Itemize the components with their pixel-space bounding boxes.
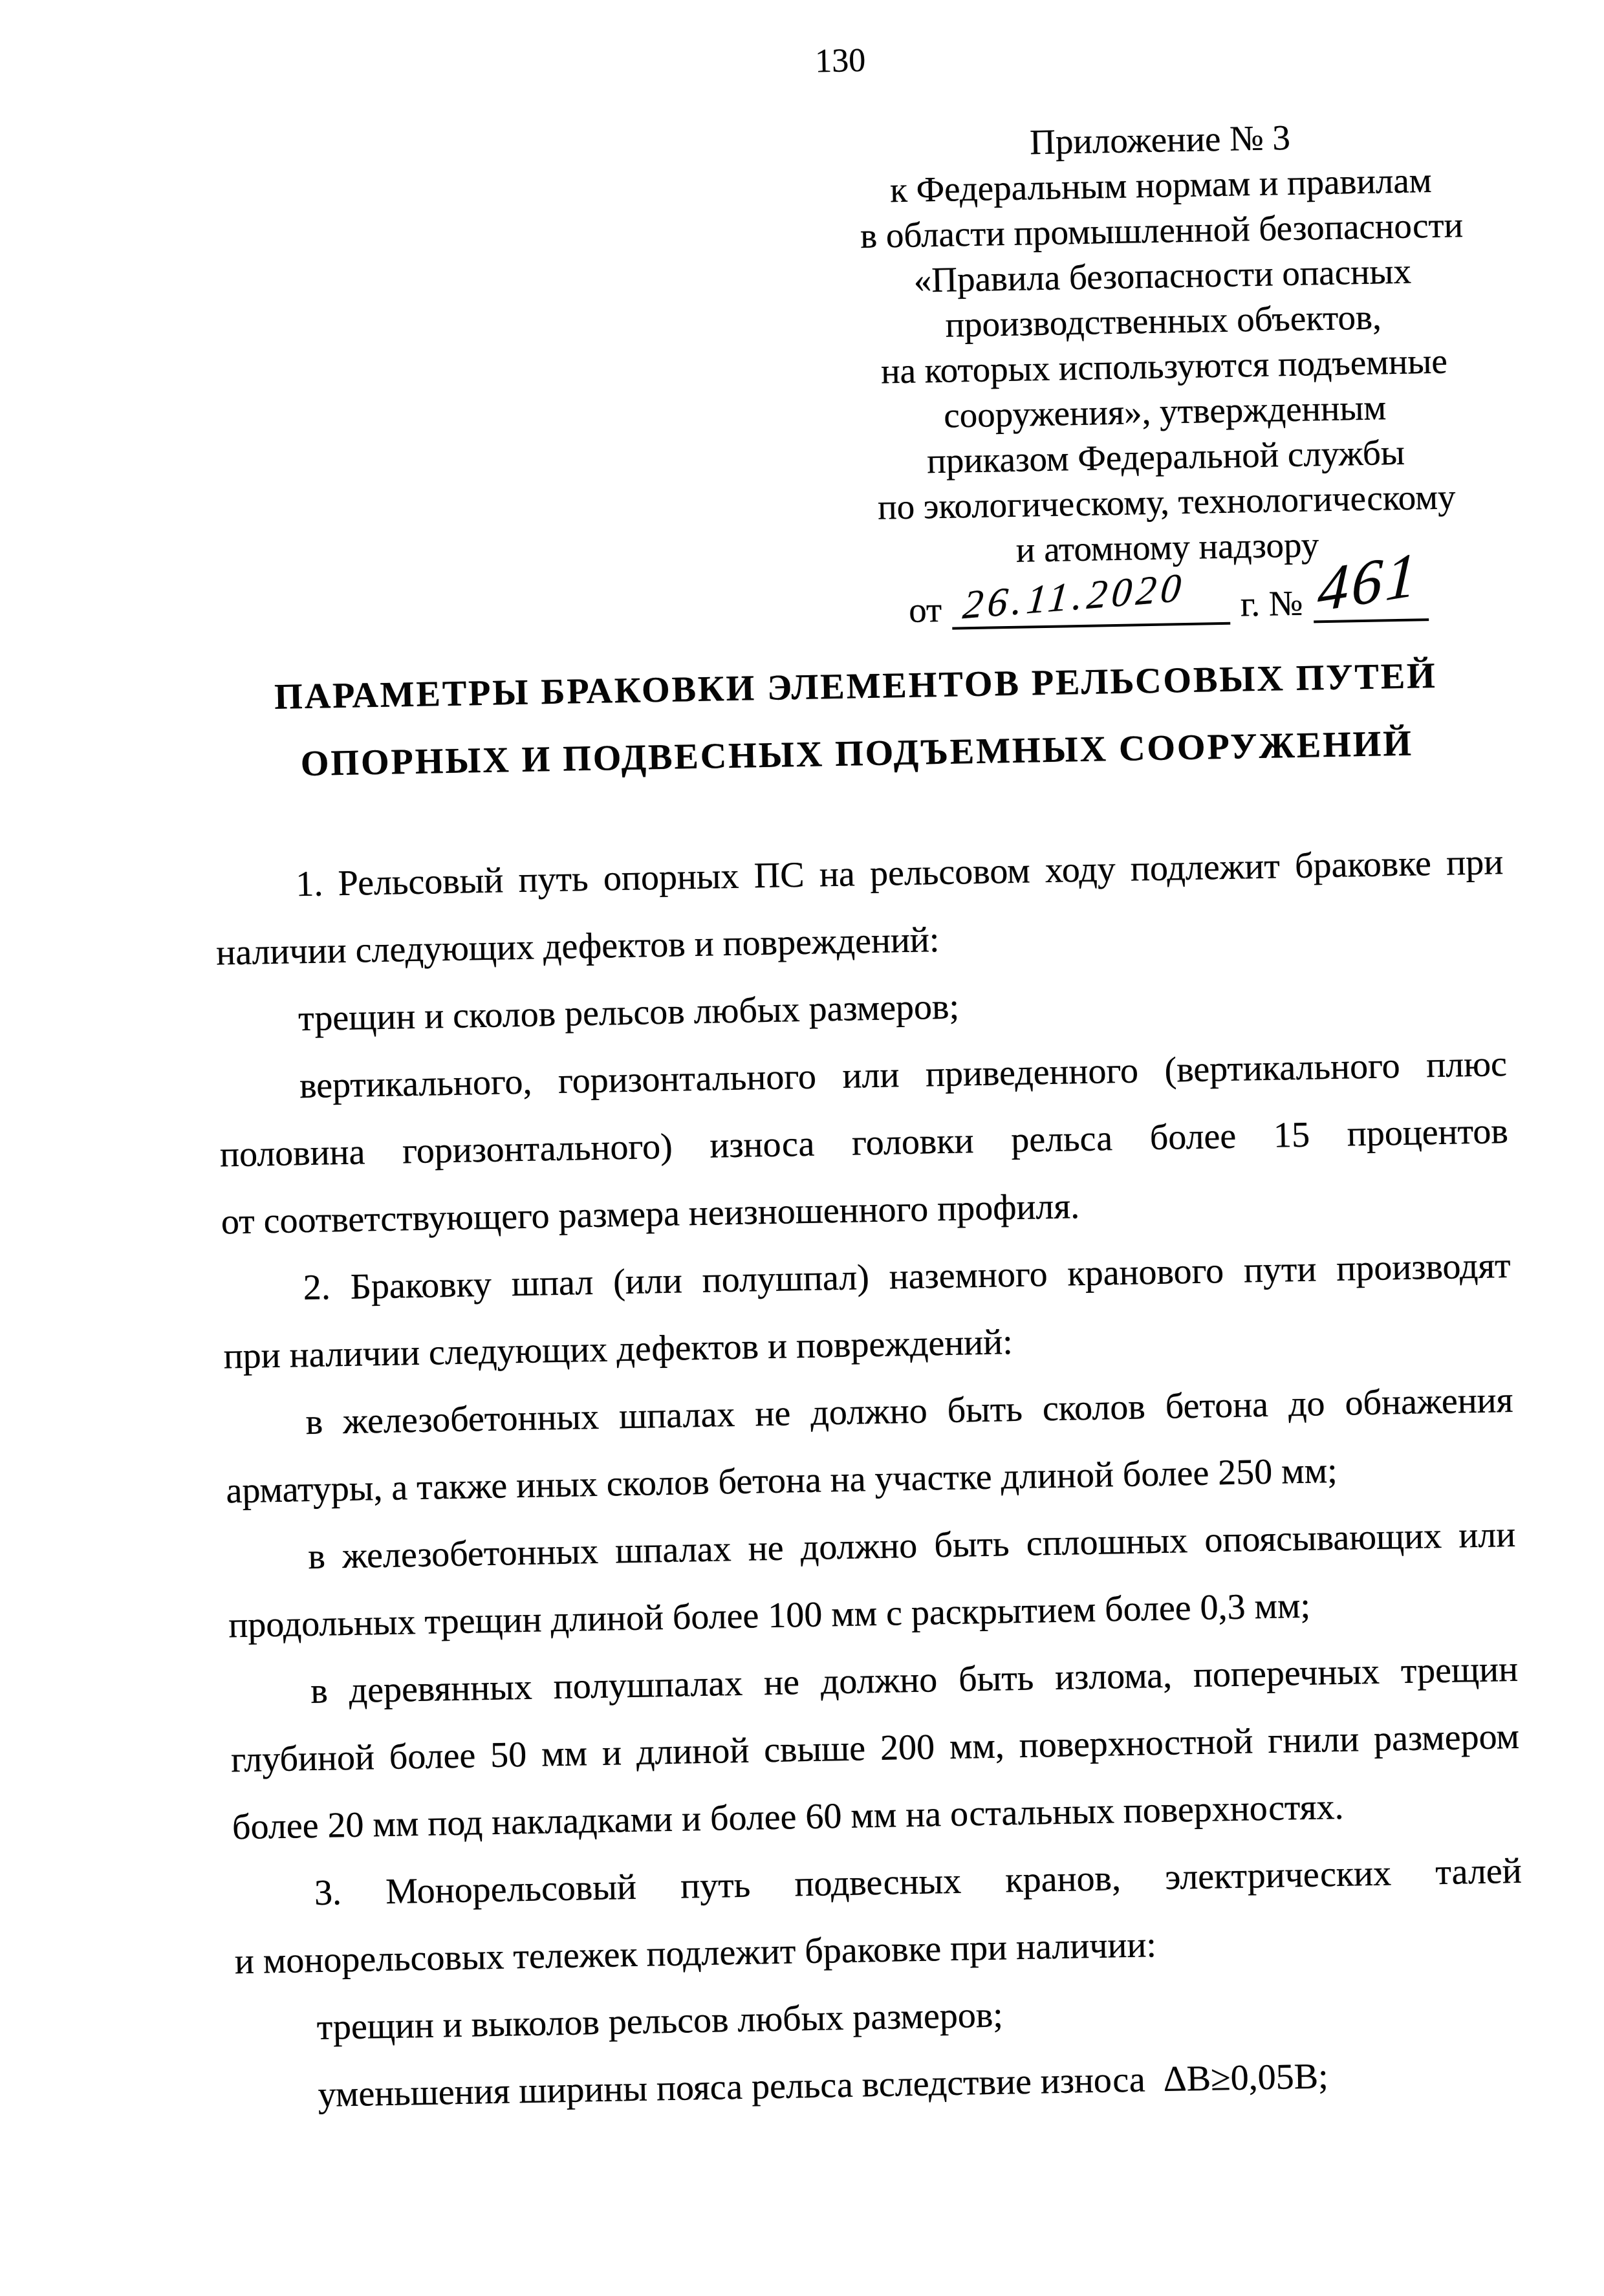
appendix-header-block xyxy=(788,111,1541,633)
body-line: при наличии следующих дефектов и повреждений: xyxy=(223,1322,1013,1377)
body-line: наличии следующих дефектов и повреждений: xyxy=(215,920,940,973)
body-line: продольных трещин длиной более 100 мм с раскрытием более 0,3 мм; xyxy=(228,1585,1311,1646)
body-line: 3. Монорельсовый путь подвесных кранов, электрических талей xyxy=(314,1850,1523,1914)
body-line: 2. Браковку шпал (или полушпал) наземного кранового пути производят xyxy=(303,1245,1512,1308)
body-line: и монорельсовых тележек подлежит браковке при наличии: xyxy=(234,1925,1157,1982)
title-line: ОПОРНЫХ И ПОДВЕСНЫХ ПОДЪЕМНЫХ СООРУЖЕНИЙ xyxy=(300,723,1414,785)
header-line: по экологическому, технологическому xyxy=(877,477,1456,527)
date-prefix-label: от xyxy=(908,589,942,630)
date-underline xyxy=(951,565,1230,630)
header-line: производственных объектов, xyxy=(945,297,1382,345)
body-line: от соответствующего размера неизношенного профиля. xyxy=(221,1186,1080,1242)
body-line: арматуры, а также иных сколов бетона на участке длиной более 250 мм; xyxy=(226,1450,1338,1511)
body-line: в деревянных полушпалах не должно быть излома, поперечных трещин xyxy=(310,1649,1519,1712)
header-line: сооружения», утвержденным xyxy=(943,387,1387,435)
order-number-underline xyxy=(1313,538,1429,625)
body-line: трещин и сколов рельсов любых размеров; xyxy=(298,986,960,1039)
header-line: в области промышленной безопасности xyxy=(860,205,1464,256)
body-line: более 20 мм под накладками и более 60 мм на остальных поверхностях. xyxy=(232,1786,1345,1848)
body-line: в железобетонных шпалах не должно быть сколов бетона до обнажения xyxy=(305,1380,1513,1443)
number-prefix-label: г. № xyxy=(1240,583,1303,624)
header-line: к Федеральным нормам и правилам xyxy=(889,160,1433,210)
body-line: вертикального, горизонтального или приведенного (вертикального плюс xyxy=(299,1044,1508,1107)
header-line: «Правила безопасности опасных xyxy=(913,251,1412,300)
body-line: уменьшения ширины пояса рельса вследствие износа ΔВ≥0,05В; xyxy=(318,2056,1329,2115)
body-line: половина горизонтального) износа головки рельса более 15 процентов xyxy=(219,1110,1509,1175)
header-line: Приложение № 3 xyxy=(1029,117,1291,162)
body-line: в железобетонных шпалах не должно быть сплошных опоясывающих или xyxy=(307,1514,1516,1577)
body-line: 1. Рельсовый путь опорных ПС на рельсовом ходу подлежит браковке при xyxy=(295,842,1504,905)
body-line: трещин и выколов рельсов любых размеров; xyxy=(316,1995,1004,2048)
header-line: на которых используются подъемные xyxy=(880,341,1448,391)
document-body xyxy=(214,829,1526,2130)
title-line: ПАРАМЕТРЫ БРАКОВКИ ЭЛЕМЕНТОВ РЕЛЬСОВЫХ ПУТЕЙ xyxy=(274,655,1438,717)
handwritten-order-number: 461 xyxy=(1316,538,1422,625)
header-line: приказом Федеральной службы xyxy=(926,432,1405,481)
handwritten-date: 26.11.2020 xyxy=(961,565,1188,628)
page-number: 130 xyxy=(814,41,866,80)
header-line: и атомному надзору xyxy=(1015,525,1319,570)
document-title xyxy=(211,641,1501,799)
body-line: глубиной более 50 мм и длиной свыше 200 мм, поверхностной гнили размером xyxy=(230,1716,1520,1781)
